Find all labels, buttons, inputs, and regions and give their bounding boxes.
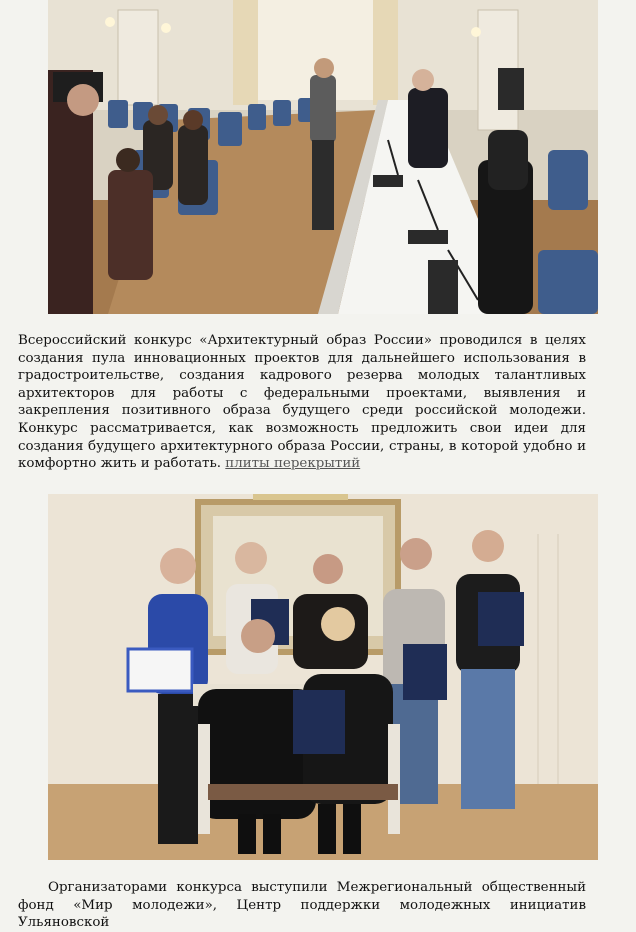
winners-group-photo [48, 494, 598, 860]
paragraph-1-text: Всероссийский конкурс «Архитектурный образ России» проводился в целях создания пула инновационных проектов для дальнейшего использования в градостроительстве, создания кадрового резерва молодых талантливых архитекторов для работы с федеральными проектами, выявления и закрепления позитивного образа будущего среди российской молодежи. Конкурс рассматривается, как возможность предложить свои идеи для создания будущего архитектурного образа России, страны, в которой удобно и комфортно жить и работать. [18, 333, 586, 472]
link-floor-slabs[interactable]: плиты перекрытий [225, 456, 361, 472]
paragraph-organizers: Организаторами конкурса выступили Межрегиональный общественный фонд «Мир молодежи», Центр поддержки молодежных инициатив Ульяновской [18, 880, 586, 931]
ceremony-photo [48, 0, 598, 314]
paragraph-competition-description [18, 332, 586, 473]
